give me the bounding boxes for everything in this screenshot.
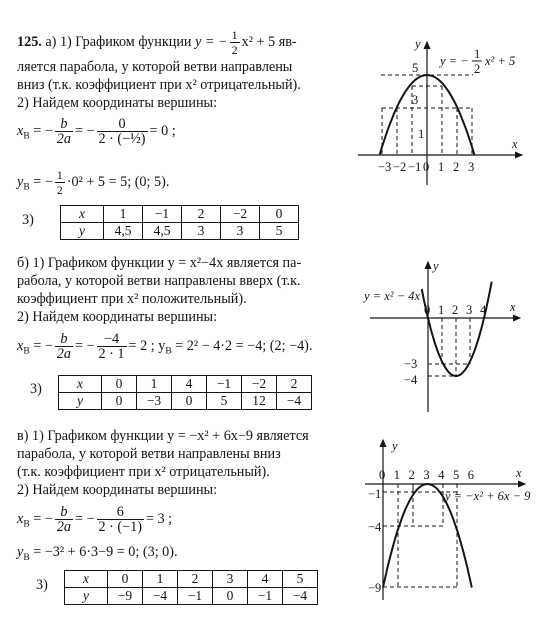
table-row: x 1 −1 2 −2 0 [61,206,299,223]
graph-c-tick-label: 0 [379,468,386,482]
graph-b-curve-label: y = x² − 4x [364,289,421,303]
graph-b-label-m4: −4 [404,373,418,387]
graph-c-tick-label: 6 [467,468,475,482]
part-a-line1: 125. а) 1) Графиком функции y = − $\frac{1}{2}$ x² + 5 яв- [17,28,297,57]
graph-c-tick-label: 3 [423,468,430,482]
graph-a-tick-label: 3 [468,160,475,174]
part-b-line1: б) 1) Графиком функции y = x²−4x является па- [17,255,302,271]
graph-b-tick-label: 4 [480,303,487,317]
graph-a-tick-label: 2 [453,160,460,174]
graph-a-tick-label: −3 [378,160,392,174]
table-row: y 0 −3 0 5 12 −4 [59,393,312,410]
graph-c-x-label: x [516,466,522,480]
graph-c-label-m4: −4 [368,520,382,534]
graph-c-tick-label: 5 [453,468,460,482]
part-c-line2: парабола, у которой ветви направлены вниз [17,446,281,462]
part-c-xb-formula: $x_В$ = − $\frac{b}{2a}$ = − $\frac{6}{2 \cdot (-1)}$ = 3 ; [17,504,173,535]
graph-c-tick-label: 1 [393,468,401,482]
graph-a-label-1: 1 [418,127,425,141]
graph-c-label-m1: −1 [368,487,382,501]
graph-b-x-label: x [510,300,516,314]
part-a-table-label: 3) [22,212,34,228]
graph-a-x-label: x [512,137,518,151]
fraction-half: $\frac{1}{2}$ [231,28,238,57]
graph-b-tick-label: 0 [424,303,431,317]
graph-a-tick-label: 1 [438,160,445,174]
table-row: x 0 1 4 −1 −2 2 [59,376,312,393]
graph-b-label-m3: −3 [404,357,418,371]
part-a-line4: 2) Найдем координаты вершины: [17,95,218,111]
part-a-yb-formula: $y_В$ = − $\frac{1}{2}$ ·0² + 5 = 5; (0; 5). [17,168,170,197]
part-b-line2: рабола, у которой ветви направлены вверх (т.к. [17,273,301,289]
problem-number: 125. [17,33,42,50]
graph-c-curve-label: y = −x² + 6x − 9 [445,489,531,503]
graph-c-y-label: y [392,439,398,453]
graph-b-tick-label: 1 [438,303,445,317]
graph-c-label-m9: −9 [368,581,382,595]
part-c-line1: в) 1) Графиком функции y = −x² + 6x−9 является [17,428,309,444]
graph-a-tick-label: 0 [423,160,430,174]
table-row: x 0 1 2 3 4 5 [65,571,318,588]
graph-a-y-label: y [415,37,421,51]
graph-a-tick-label: −1 [408,160,422,174]
part-a-xb-formula: $x_В$ = − $\frac{b}{2a}$ = − $\frac{0}{\text{2 · (−½)}}$ = 0 ; [17,116,176,147]
part-b-xb-formula: $x_В$ = − $\frac{b}{2a}$ = − $\frac{-4}{2 \cdot 1}$ = 2 ; $y_В = 2^2 - 4\cdot 2 = -4$; (2; −4). [17,331,313,362]
svg-text:x² + 5: x² + 5 [485,54,516,68]
part-c-table-label: 3) [36,577,48,593]
graph-c-tick-label: 4 [438,468,445,482]
graph-b-tick-label: 3 [466,303,473,317]
svg-text:1: 1 [474,47,481,61]
graph-a-curve-label: y = − [440,54,469,68]
part-a-line3: вниз (т.к. коэффициент при x² отрицательный). [17,77,301,93]
table-row: y 4,5 4,5 3 3 5 [61,223,299,240]
part-c-line4: 2) Найдем координаты вершины: [17,482,218,498]
graph-a-label-5: 5 [412,61,419,75]
graph-b-y-label: y [433,259,439,273]
part-b-table-label: 3) [30,381,42,397]
part-b-line4: 2) Найдем координаты вершины: [17,309,218,325]
svg-text:2: 2 [474,62,481,76]
graph-a-label-3: 3 [412,93,419,107]
table-row: y −9 −4 −1 0 −1 −4 [65,588,318,605]
part-c-line3: (т.к. коэффициент при x² отрицательный). [17,464,270,480]
graph-b-tick-label: 2 [452,303,459,317]
part-b-line3: коэффициент при x² положительный). [17,291,247,307]
part-c-yb-formula: $y_В = -3^2 + 6\cdot 3-9 = 0$; (3; 0). [17,544,178,563]
graph-c-tick-label: 2 [408,468,415,482]
part-a-line2: ляется парабола, у которой ветви направлены [17,59,293,75]
graph-a-tick-label: −2 [393,160,407,174]
